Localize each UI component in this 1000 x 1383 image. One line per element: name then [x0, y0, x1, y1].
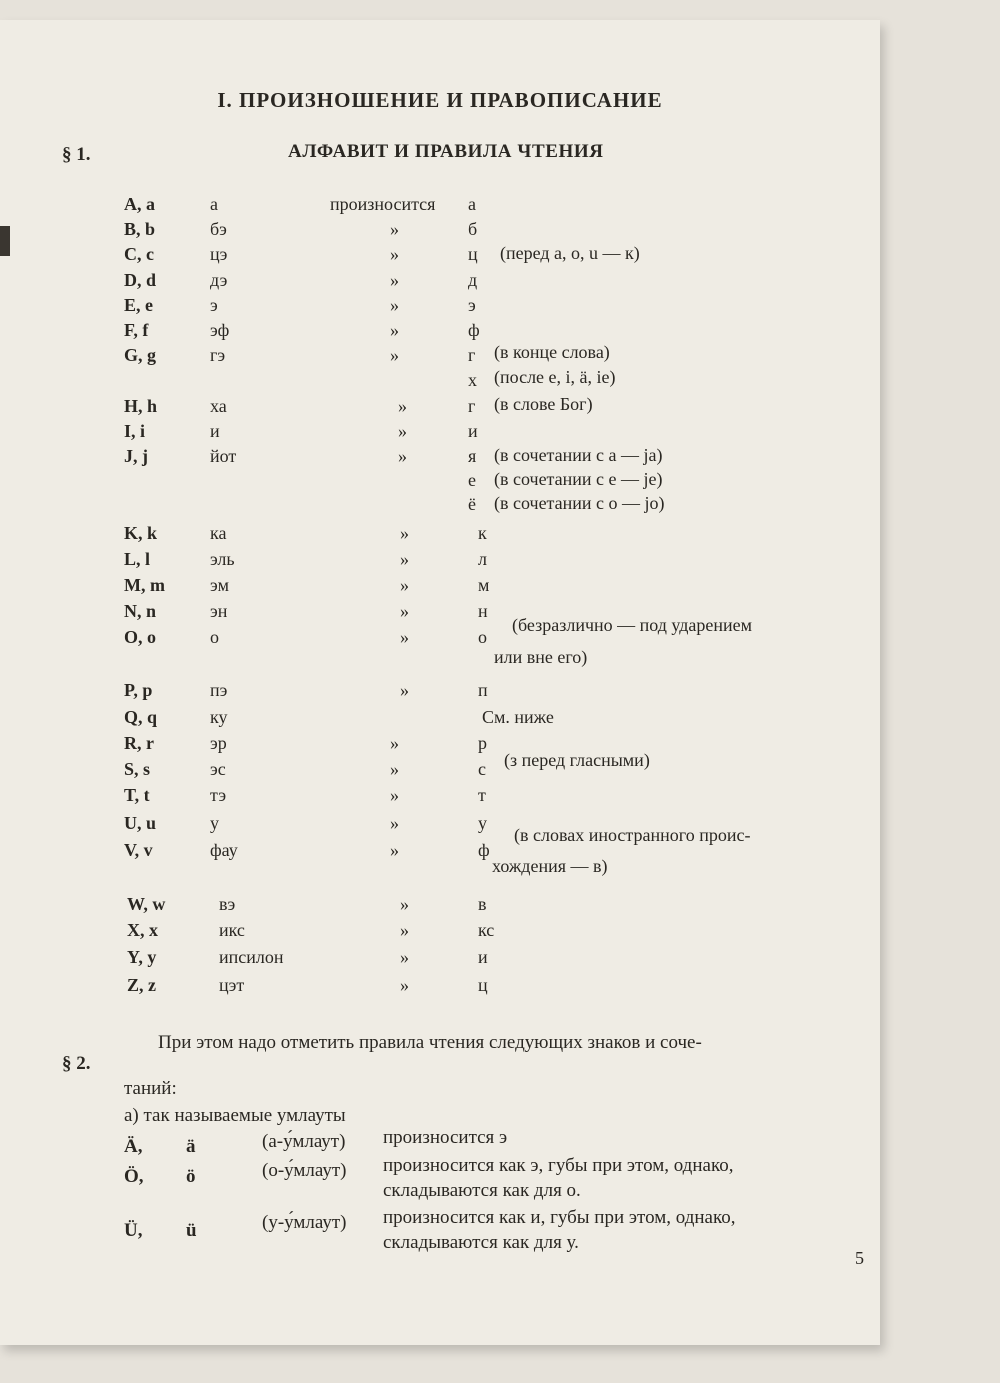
- letter-name-cell: и: [210, 421, 220, 441]
- pronunciation-mark-cell: »: [400, 680, 409, 700]
- umlaut-o-label: (о-у́млаут): [262, 1160, 347, 1181]
- pronunciation-mark-cell: »: [400, 523, 409, 543]
- letter-cell: I, i: [124, 421, 146, 441]
- letter-name-cell: цэт: [219, 975, 245, 995]
- umlaut-u-text2: складываются как для у.: [383, 1232, 579, 1253]
- section-2-line1: При этом надо отметить правила чтения следующих знаков и соче-: [158, 1032, 702, 1053]
- sound-cell: с: [478, 759, 486, 779]
- letter-cell: C, c: [124, 244, 154, 264]
- sound-cell: и: [468, 421, 478, 441]
- sound-cell: г: [468, 345, 476, 365]
- letter-name-cell: икс: [219, 920, 245, 940]
- umlaut-a-label: (а-у́млаут): [262, 1131, 346, 1152]
- letter-name-cell: ха: [210, 396, 227, 416]
- letter-cell: M, m: [124, 575, 165, 595]
- letter-name-cell: тэ: [210, 785, 227, 805]
- note-v2: хождения — в): [492, 856, 608, 876]
- note-g1: (в конце слова): [494, 342, 610, 362]
- note-o1: (безразлично — под ударением: [512, 615, 753, 635]
- sound-cell: ц: [478, 975, 488, 995]
- sound-cell: м: [478, 575, 490, 595]
- sound-cell: кс: [478, 920, 495, 940]
- letter-name-cell: ипсилон: [219, 947, 284, 967]
- pronunciation-mark-cell: »: [390, 295, 399, 315]
- section-2-number: § 2.: [62, 1053, 91, 1074]
- pronunciation-mark-cell: »: [400, 894, 409, 914]
- sound-cell: е: [468, 470, 476, 490]
- letter-name-cell: цэ: [210, 244, 228, 264]
- sound-cell: н: [478, 601, 488, 621]
- letter-cell: Y, y: [127, 947, 157, 967]
- sound-cell: и: [478, 947, 488, 967]
- sound-cell: у: [478, 813, 487, 833]
- umlaut-u-label: (у-у́млаут): [262, 1212, 347, 1233]
- pronunciation-mark-cell: »: [400, 975, 409, 995]
- section-2-line2: таний:: [124, 1078, 177, 1099]
- pronunciation-mark-cell: »: [390, 840, 399, 860]
- umlaut-a-lower: ä: [186, 1136, 196, 1157]
- sound-cell: б: [468, 219, 478, 239]
- letter-cell: E, e: [124, 295, 153, 315]
- letter-cell: W, w: [127, 894, 166, 914]
- pronunciation-mark-cell: »: [390, 813, 399, 833]
- letter-cell: R, r: [124, 733, 154, 753]
- letter-name-cell: э: [210, 295, 218, 315]
- letter-name-cell: эм: [210, 575, 229, 595]
- sound-cell: ц: [468, 244, 478, 264]
- umlaut-o-text1: произносится как э, губы при этом, однако,: [383, 1155, 734, 1176]
- pronunciation-mark-cell: »: [400, 549, 409, 569]
- letter-name-cell: эн: [210, 601, 228, 621]
- letter-name-cell: гэ: [210, 345, 226, 365]
- note-o2: или вне его): [494, 647, 588, 667]
- sound-cell: э: [468, 295, 476, 315]
- letter-name-cell: а: [210, 194, 218, 214]
- note-g2: (после e, i, ä, ie): [494, 367, 616, 387]
- letter-cell: K, k: [124, 523, 158, 543]
- sound-cell: в: [478, 894, 487, 914]
- sound-cell: л: [478, 549, 487, 569]
- letter-cell: A, a: [124, 194, 155, 214]
- sound-cell: д: [468, 270, 478, 290]
- sound-cell: ф: [478, 840, 490, 860]
- letter-name-cell: о: [210, 627, 219, 647]
- letter-name-cell: эр: [210, 733, 227, 753]
- umlaut-a-text: произносится э: [383, 1127, 508, 1148]
- pronunciation-mark-cell: »: [400, 920, 409, 940]
- letter-name-cell: эф: [210, 320, 230, 340]
- umlaut-o-lower: ö: [186, 1166, 196, 1187]
- note-j2: (в сочетании с e — je): [494, 469, 663, 489]
- note-s: (з перед гласными): [504, 750, 650, 770]
- note-j1: (в сочетании с a — ja): [494, 445, 663, 465]
- umlaut-o-upper: Ö,: [124, 1166, 144, 1187]
- letter-cell: D, d: [124, 270, 157, 290]
- pronunciation-mark-cell: »: [390, 320, 399, 340]
- sound-cell: г: [468, 396, 476, 416]
- sound-cell: ф: [468, 320, 480, 340]
- letter-cell: S, s: [124, 759, 151, 779]
- letter-name-cell: у: [210, 813, 219, 833]
- letter-name-cell: вэ: [219, 894, 236, 914]
- letter-cell: Z, z: [127, 975, 156, 995]
- letter-cell: V, v: [124, 840, 153, 860]
- letter-cell: Q, q: [124, 707, 158, 727]
- sound-cell: к: [478, 523, 487, 543]
- pronunciation-mark-cell: »: [398, 396, 407, 416]
- pronunciation-mark-cell: »: [400, 575, 409, 595]
- sound-cell: См. ниже: [482, 707, 554, 727]
- sound-cell: а: [468, 194, 476, 214]
- section-1-number: § 1.: [62, 144, 91, 165]
- pronunciation-mark-cell: »: [390, 759, 399, 779]
- pronunciation-mark-cell: »: [398, 446, 407, 466]
- letter-name-cell: йот: [210, 446, 237, 466]
- umlaut-u-lower: ü: [186, 1220, 197, 1241]
- pronunciation-mark-cell: »: [390, 345, 399, 365]
- umlaut-o-text2: складываются как для о.: [383, 1180, 581, 1201]
- pronunciation-mark-cell: произносится: [330, 194, 436, 214]
- page-number: 5: [855, 1248, 864, 1268]
- pronunciation-mark-cell: »: [400, 627, 409, 647]
- letter-name-cell: бэ: [210, 219, 227, 239]
- sound-cell: т: [478, 785, 486, 805]
- note-v1: (в словах иностранного проис-: [514, 825, 751, 845]
- page-edge-shadow: [0, 226, 10, 256]
- umlaut-u-upper: Ü,: [124, 1220, 143, 1241]
- letter-name-cell: ка: [210, 523, 227, 543]
- umlaut-u-text1: произносится как и, губы при этом, однако,: [383, 1207, 736, 1228]
- letter-cell: F, f: [124, 320, 149, 340]
- letter-cell: T, t: [124, 785, 150, 805]
- letter-cell: J, j: [124, 446, 148, 466]
- letter-cell: B, b: [124, 219, 156, 239]
- letter-cell: N, n: [124, 601, 157, 621]
- letter-name-cell: фау: [210, 840, 238, 860]
- pronunciation-mark-cell: »: [390, 785, 399, 805]
- pronunciation-mark-cell: »: [390, 270, 399, 290]
- sound-cell: х: [468, 370, 477, 390]
- umlaut-a-upper: Ä,: [124, 1136, 143, 1157]
- letter-cell: X, x: [127, 920, 158, 940]
- pronunciation-mark-cell: »: [390, 244, 399, 264]
- pronunciation-mark-cell: »: [390, 733, 399, 753]
- letter-cell: P, p: [124, 680, 153, 700]
- sound-cell: ё: [468, 494, 476, 514]
- sound-cell: я: [468, 446, 477, 466]
- pronunciation-mark-cell: »: [398, 421, 407, 441]
- chapter-heading: I. ПРОИЗНОШЕНИЕ И ПРАВОПИСАНИЕ: [217, 88, 663, 112]
- sound-cell: о: [478, 627, 487, 647]
- letter-name-cell: эс: [210, 759, 226, 779]
- pronunciation-mark-cell: »: [400, 947, 409, 967]
- letter-name-cell: эль: [210, 549, 235, 569]
- sound-cell: р: [478, 733, 487, 753]
- letter-cell: H, h: [124, 396, 158, 416]
- letter-cell: O, o: [124, 627, 157, 647]
- section-1-title: АЛФАВИТ И ПРАВИЛА ЧТЕНИЯ: [288, 141, 604, 162]
- note-c: (перед a, o, u — к): [500, 243, 640, 263]
- umlaut-intro: а) так называемые умлауты: [124, 1105, 346, 1126]
- pronunciation-mark-cell: »: [400, 601, 409, 621]
- letter-name-cell: пэ: [210, 680, 228, 700]
- letter-name-cell: дэ: [210, 270, 228, 290]
- letter-cell: G, g: [124, 345, 157, 365]
- note-j3: (в сочетании с o — jo): [494, 493, 665, 513]
- letter-cell: L, l: [124, 549, 151, 569]
- note-h: (в слове Бог): [494, 394, 593, 414]
- letter-cell: U, u: [124, 813, 157, 833]
- sound-cell: п: [478, 680, 488, 700]
- letter-name-cell: ку: [210, 707, 228, 727]
- pronunciation-mark-cell: »: [390, 219, 399, 239]
